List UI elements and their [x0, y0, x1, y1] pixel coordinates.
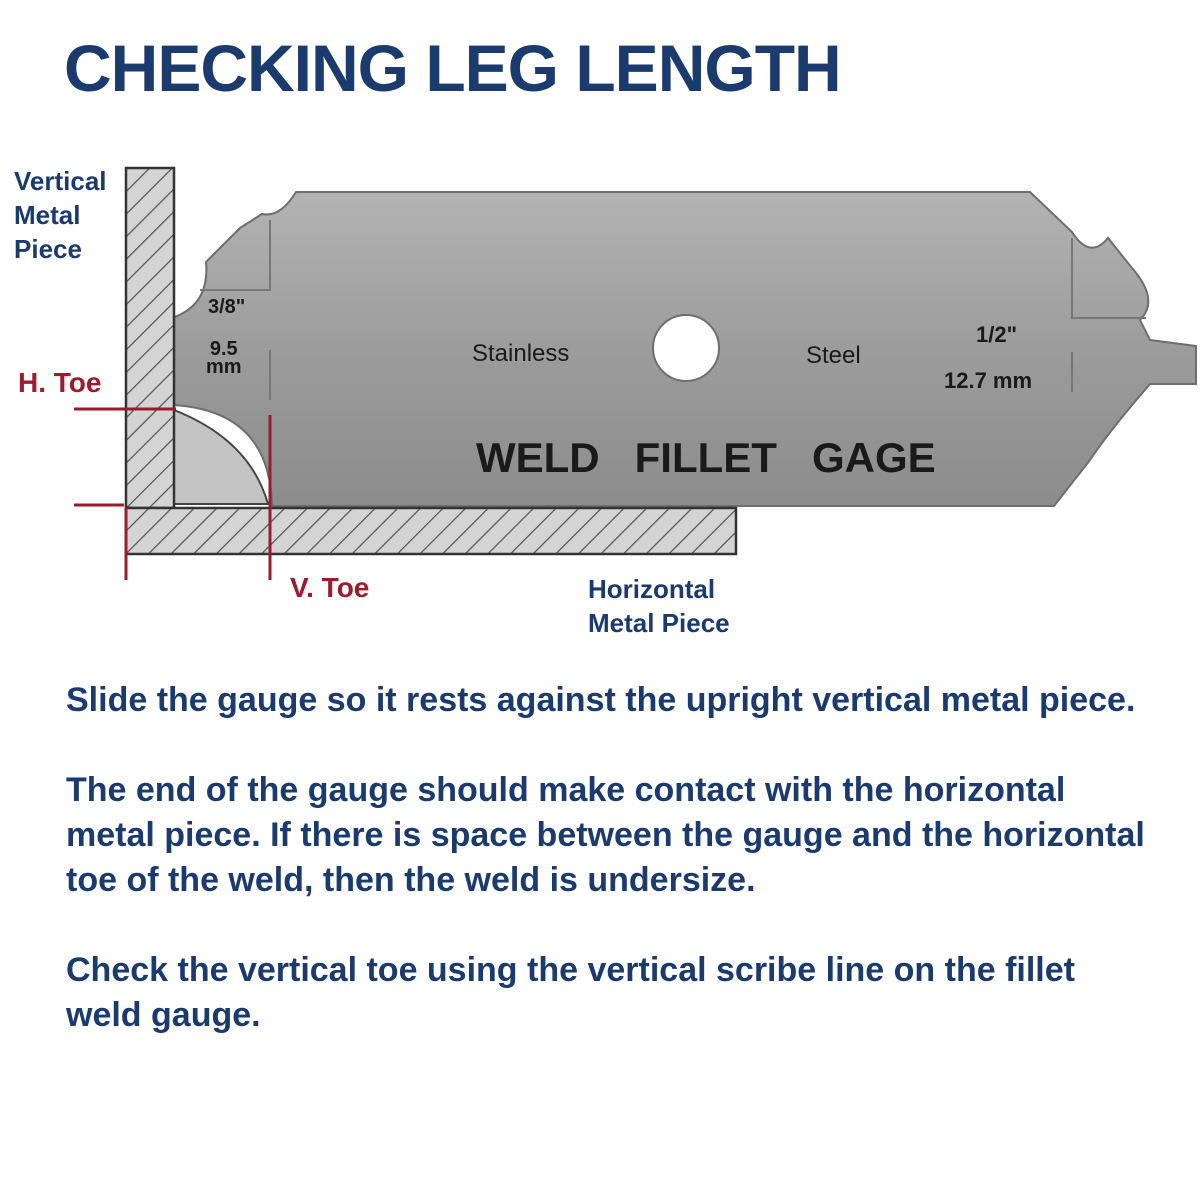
- instruction-1: Slide the gauge so it rests against the upright vertical metal piece.: [66, 681, 1136, 719]
- gauge-material-steel: Steel: [806, 342, 861, 369]
- right-size-fraction: 1/2": [976, 322, 1018, 347]
- vertical-piece-label: Vertical Metal Piece: [14, 166, 107, 264]
- left-size-metric: 9.5 mm: [206, 338, 242, 378]
- gauge-name: WELD FILLET GAGE: [476, 434, 936, 481]
- right-size-metric: 12.7 mm: [944, 368, 1033, 393]
- v-toe-label: V. Toe: [290, 572, 370, 603]
- instruction-2: The end of the gauge should make contact with the horizontal metal piece. If there is space between the gauge and the horizontal toe of the weld, then the weld is undersize.: [66, 771, 1145, 899]
- horizontal-piece-label: Horizontal Metal Piece: [588, 574, 730, 638]
- h-toe-label: H. Toe: [18, 367, 102, 398]
- vertical-metal-piece: [126, 168, 174, 508]
- instruction-3: Check the vertical toe using the vertical scribe line on the fillet weld gauge.: [66, 951, 1075, 1034]
- gauge-material-stainless: Stainless: [472, 340, 570, 367]
- page-title: CHECKING LEG LENGTH: [64, 31, 841, 105]
- left-size-fraction: 3/8": [208, 296, 246, 318]
- gauge-hole: [653, 315, 719, 381]
- horizontal-metal-piece: [126, 508, 736, 554]
